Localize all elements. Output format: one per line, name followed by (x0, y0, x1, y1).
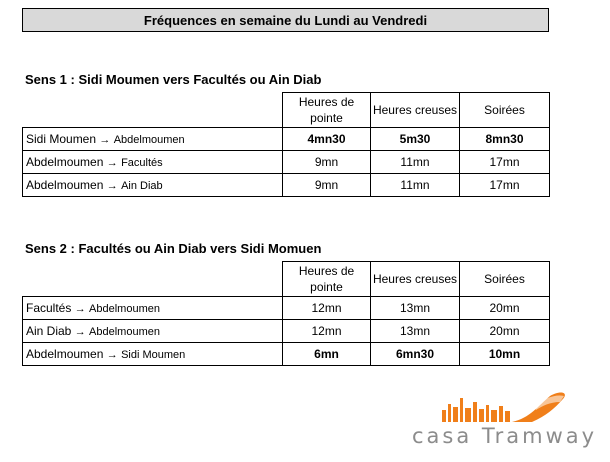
value-off-peak: 11mn (371, 174, 460, 197)
table-header-row (23, 93, 550, 128)
value-peak: 9mn (283, 174, 371, 197)
arrow-right-icon: → (106, 157, 118, 169)
arrow-right-icon: → (99, 134, 111, 146)
value-evening: 17mn (460, 174, 550, 197)
table-row (23, 297, 550, 320)
frequency-table-2 (22, 261, 550, 366)
route-name: Abdelmoumen → Sidi Moumen (23, 343, 283, 366)
value-evening: 20mn (460, 297, 550, 320)
value-peak: 9mn (283, 151, 371, 174)
value-off-peak: 13mn (371, 297, 460, 320)
page-title: Fréquences en semaine du Lundi au Vendredi (22, 8, 549, 32)
arrow-right-icon: → (106, 349, 118, 361)
header-peak-hours: Heures de pointe (283, 93, 371, 128)
header-off-peak-hours: Heures creuses (371, 93, 460, 128)
value-off-peak: 11mn (371, 151, 460, 174)
header-blank-cell (23, 262, 283, 297)
section-2-title: Sens 2 : Facultés ou Ain Diab vers Sidi Momuen (25, 241, 322, 256)
arrow-right-icon: → (74, 326, 86, 338)
table-row (23, 128, 550, 151)
table-row (23, 320, 550, 343)
section-1-title: Sens 1 : Sidi Moumen vers Facultés ou Ain Diab (25, 72, 322, 87)
header-evenings: Soirées (460, 262, 550, 297)
route-name: Abdelmoumen → Facultés (23, 151, 283, 174)
table-row (23, 343, 550, 366)
value-evening: 17mn (460, 151, 550, 174)
table-header-row (23, 262, 550, 297)
header-peak-hours: Heures de pointe (283, 262, 371, 297)
value-off-peak: 5m30 (371, 128, 460, 151)
logo-text: casa Tramway (412, 424, 598, 448)
value-evening: 10mn (460, 343, 550, 366)
value-evening: 20mn (460, 320, 550, 343)
value-off-peak: 6mn30 (371, 343, 460, 366)
value-evening: 8mn30 (460, 128, 550, 151)
skyline-icon (430, 393, 565, 422)
frequency-table-1 (22, 92, 550, 197)
value-peak: 12mn (283, 320, 371, 343)
value-peak: 12mn (283, 297, 371, 320)
value-peak: 4mn30 (283, 128, 371, 151)
value-off-peak: 13mn (371, 320, 460, 343)
route-name: Abdelmoumen → Ain Diab (23, 174, 283, 197)
header-blank-cell (23, 93, 283, 128)
value-peak: 6mn (283, 343, 371, 366)
route-name: Ain Diab → Abdelmoumen (23, 320, 283, 343)
route-name: Sidi Moumen → Abdelmoumen (23, 128, 283, 151)
table-row (23, 174, 550, 197)
route-name: Facultés → Abdelmoumen (23, 297, 283, 320)
arrow-right-icon: → (74, 303, 86, 315)
table-row (23, 151, 550, 174)
header-off-peak-hours: Heures creuses (371, 262, 460, 297)
header-evenings: Soirées (460, 93, 550, 128)
arrow-right-icon: → (106, 180, 118, 192)
